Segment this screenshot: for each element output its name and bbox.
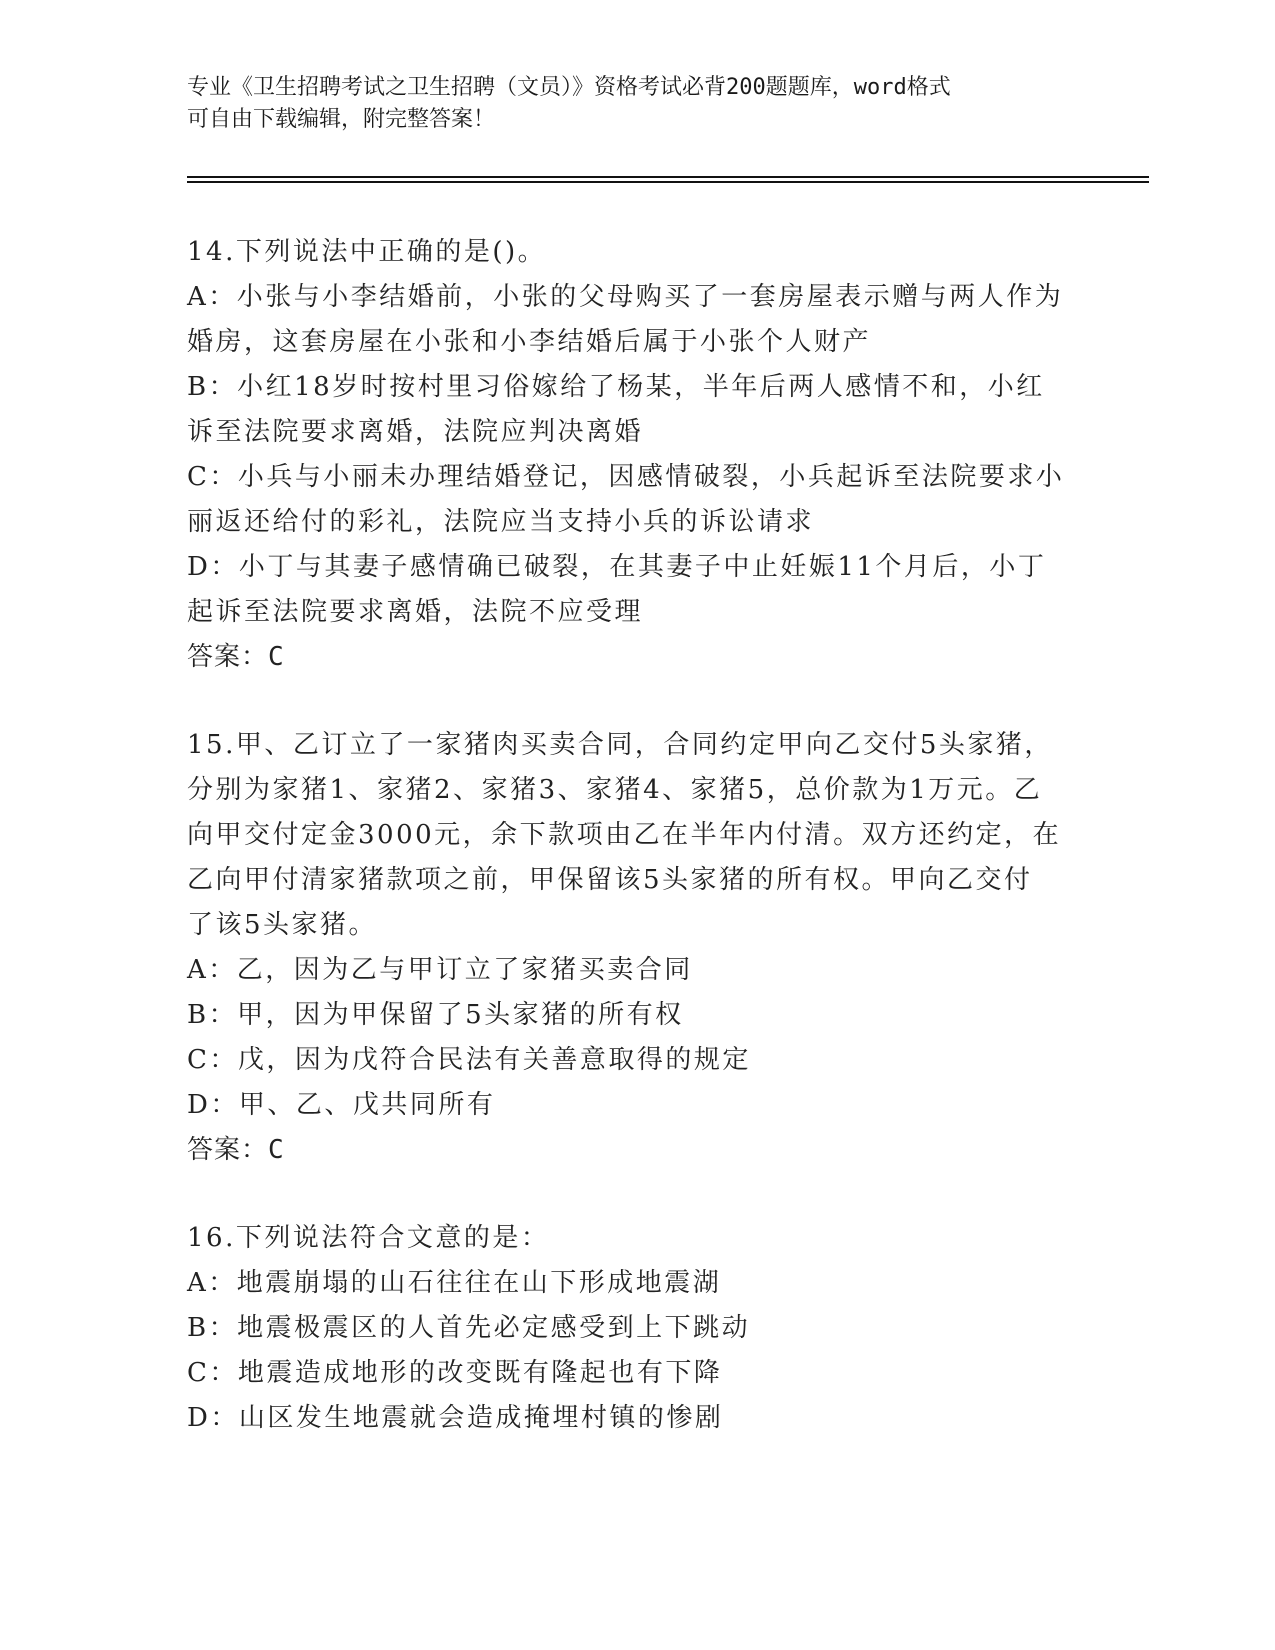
header-divider-bottom (187, 181, 1149, 183)
option-c-continued: 丽返还给付的彩礼，法院应当支持小兵的诉讼请求 (187, 507, 815, 537)
header-divider-top (187, 176, 1149, 178)
answer-label: 答案：C (187, 642, 285, 672)
option-b-continued: 诉至法院要求离婚，法院应判决离婚 (187, 417, 644, 447)
document-header (187, 72, 1087, 136)
option-a-continued: 婚房，这套房屋在小张和小李结婚后属于小张个人财产 (187, 327, 872, 357)
question-stem: 16.下列说法符合文意的是： (187, 1223, 550, 1253)
option-c: C：戊，因为戊符合民法有关善意取得的规定 (187, 1045, 751, 1075)
question-stem: 向甲交付定金3000元，余下款项由乙在半年内付清。双方还约定，在 (187, 820, 1062, 850)
option-d-continued: 起诉至法院要求离婚，法院不应受理 (187, 597, 644, 627)
option-c: C：小兵与小丽未办理结婚登记，因感情破裂，小兵起诉至法院要求小 (187, 462, 1065, 492)
question-stem: 了该5头家猪。 (187, 910, 378, 940)
option-d: D：山区发生地震就会造成掩埋村镇的惨剧 (187, 1403, 724, 1433)
answer-label: 答案：C (187, 1135, 285, 1165)
option-d: D：小丁与其妻子感情确已破裂，在其妻子中止妊娠11个月后，小丁 (187, 552, 1047, 582)
question-16 (187, 1216, 1087, 1441)
option-a: A：小张与小李结婚前，小张的父母购买了一套房屋表示赠与两人作为 (187, 282, 1064, 312)
question-14 (187, 230, 1087, 680)
option-c: C：地震造成地形的改变既有隆起也有下降 (187, 1358, 723, 1388)
option-a: A：地震崩塌的山石往往在山下形成地震湖 (187, 1268, 722, 1298)
option-b: B：地震极震区的人首先必定感受到上下跳动 (187, 1313, 751, 1343)
header-title-line-1: 专业《卫生招聘考试之卫生招聘（文员）》资格考试必背200题题库，word格式 (187, 75, 951, 100)
question-stem: 15.甲、乙订立了一家猪肉买卖合同，合同约定甲向乙交付5头家猪， (187, 730, 1053, 760)
question-15 (187, 723, 1087, 1173)
question-list (187, 230, 1087, 1484)
question-stem: 分别为家猪1、家猪2、家猪3、家猪4、家猪5，总价款为1万元。乙 (187, 775, 1043, 805)
option-b: B：小红18岁时按村里习俗嫁给了杨某，半年后两人感情不和，小红 (187, 372, 1045, 402)
question-stem: 乙向甲付清家猪款项之前，甲保留该5头家猪的所有权。甲向乙交付 (187, 865, 1033, 895)
option-d: D：甲、乙、戊共同所有 (187, 1090, 496, 1120)
option-b: B：甲，因为甲保留了5头家猪的所有权 (187, 1000, 684, 1030)
header-title-line-2: 可自由下载编辑，附完整答案！ (187, 107, 496, 132)
question-stem: 14.下列说法中正确的是()。 (187, 237, 547, 267)
option-a: A：乙，因为乙与甲订立了家猪买卖合同 (187, 955, 693, 985)
